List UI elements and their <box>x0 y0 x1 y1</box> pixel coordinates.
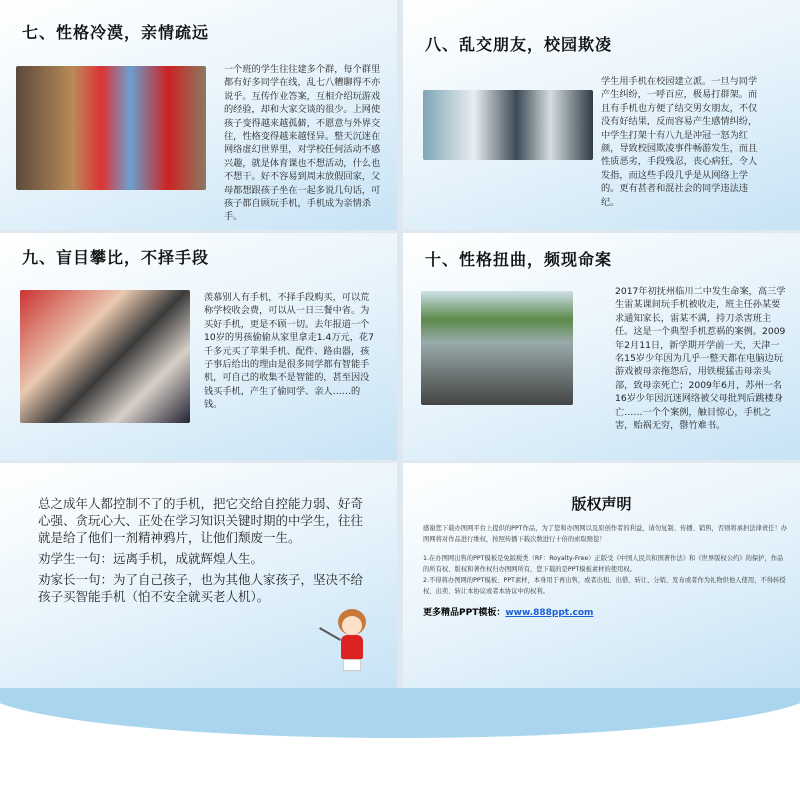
copyright-rule-1: 1.在办图网出售的PPT模板是免版税类（RF：Royalty-Free）正版受《中国人民共和国著作法》和《世界版权公约》的保护，作品的所有权、版权和著作权归办图网所有，您下载的是PPT模板素材的使用权。 <box>423 555 784 573</box>
slide-title: 九、盲目攀比，不择手段 <box>22 248 210 267</box>
slide-title: 七、性格冷漠，亲情疏远 <box>22 23 210 42</box>
slide-title: 八、乱交朋友，校园欺凌 <box>425 35 613 54</box>
slide-10 <box>403 233 800 460</box>
summary-paragraph: 总之成年人都控制不了的手机，把它交给自控能力弱、好奇心强、贪玩心大、正处在学习知识关键时期的中学生，往往就是给了他们一剂精神鸦片，让他们颓废一生。 <box>38 496 364 545</box>
website-link[interactable]: www.888ppt.com <box>505 608 594 618</box>
slide-copyright <box>403 463 800 688</box>
slide-text: 学生用手机在校园建立派。一旦与同学产生纠纷，一呼百应，极易打群架。而且有手机也方便了结交男女朋友，不仅没有好结果，反而容易产生感情纠纷，中学生打架十有八九是冲冠一怒为红颜，导致校园欺凌事件畅游发生，而且性质恶劣，手段残忍，丧心病狂，令人发指，而这些手段几乎是从网络上学的。更有甚者和混社会的同学违法违纪。 <box>601 76 758 208</box>
teacher-cartoon-icon <box>332 609 372 685</box>
slide-7 <box>0 0 397 230</box>
more-templates-label: 更多精品PPT模板： <box>423 608 506 618</box>
slide-text: 羡慕别人有手机，不择手段购买，可以荒称学校收会费，可以从一日三餐中省。为买好手机，更是不顾一切。去年报道一个10岁的男孩偷偷从家里拿走1.4万元，花7千多元买了苹果手机、配件、路由器，孩子事后给出的理由是很多同学都有智能手机，可自己的收集不是智能的，甚至因没钱买手机，产生了偷同学、亲人……的钱。 <box>204 292 374 411</box>
slide-9 <box>0 233 397 460</box>
slide-summary <box>0 463 397 688</box>
copyright-title: 版权声明 <box>571 495 632 513</box>
summary-advice-parents: 劝家长一句：为了自己孩子，也为其他人家孩子，坚决不给孩子买智能手机（怕不安全就买老人机）。 <box>38 572 364 604</box>
bottom-wave-band <box>0 688 800 800</box>
students-phones-photo <box>16 66 206 190</box>
summary-text <box>38 495 368 609</box>
summary-advice-students: 劝学生一句：远离手机，成就辉煌人生。 <box>38 551 264 566</box>
slide-8 <box>403 0 800 230</box>
slide-text: 一个班的学生往往建多个群，每个群里都有好多同学在线，乱七八糟聊得不亦说乎。互传作业答案，互相介绍玩游戏的经验，却和大家交谈的很少。上网使孩子变得越来越孤僻，不愿意与外界交往，性格变得越来越怪异。整天沉迷在网络虚幻世界里，对学校任何活动不感兴趣，就是体育课也不想活动，什么也不想干。好不容易到周末放假回家，父母都想跟孩子坐在一起多说几句话，可孩子都自顾玩手机，手机成为亲情杀手。 <box>224 64 381 223</box>
copyright-rule-2: 2.不得将办图网的PPT模板、PPT素材，本身用于再出售，或者出租、出借、转让、分销、发布或者作为礼物供他人使用，不得转授权、出卖、转让本协议或者本协议中的权利。 <box>423 577 786 595</box>
students-phones-photo <box>20 290 190 423</box>
copyright-notice: 感谢您下载办图网平台上提供的PPT作品，为了您和办图网以及原创作者的利益，请勿复制、传播、销售，否则将承担法律责任！办图网将对作品进行维权，按照传播下载次数进行十倍的索取赔偿！ <box>423 525 788 543</box>
street-students-photo <box>421 291 573 405</box>
slide-title: 十、性格扭曲，频现命案 <box>425 250 613 269</box>
students-phones-photo <box>423 90 593 160</box>
slide-text: 2017年初抚州临川二中发生命案，高三学生雷某课间玩手机被收走，班主任孙某要求通知家长，雷某不满，持刀杀害班主任。这是一个典型手机惹祸的案例。2009年2月11日，新学期开学前一天，天津一名15岁少年因为几乎一整天都在电脑边玩游戏被母亲拖怨后，用铁棍猛击母亲头部，致母亲死亡；2009年6月，苏州一名16岁少年因沉迷网络被父母批判后跳楼身亡……一个个案例，触目惊心，手机之害，贻祸无穷，罄竹难书。 <box>615 286 786 432</box>
